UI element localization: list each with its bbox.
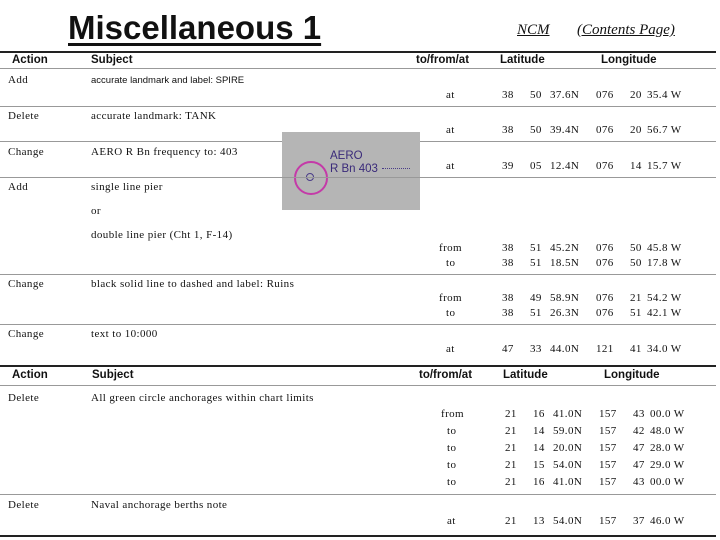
lon-sec: 35.4 W [647, 89, 682, 101]
position-dir: to [447, 476, 457, 488]
position-dir: to [447, 425, 457, 437]
column-header-action: Action [12, 54, 48, 66]
lon-sec: 48.0 W [650, 425, 685, 437]
aero-label-line2: R Bn 403 [330, 163, 378, 175]
column-header-latitude-2: Latitude [503, 369, 548, 381]
row-divider [0, 494, 716, 495]
lat-sec: 18.5N [550, 257, 580, 269]
header-rule-top-2 [0, 365, 716, 367]
lon-deg: 121 [596, 343, 614, 355]
row-subject: accurate landmark: TANK [91, 110, 217, 122]
ncm-link[interactable]: NCM [517, 22, 550, 38]
lat-deg: 39 [502, 160, 514, 172]
row-action: Delete [8, 499, 40, 511]
lat-min: 05 [530, 160, 542, 172]
lat-min: 14 [533, 442, 545, 454]
lat-min: 15 [533, 459, 545, 471]
header-rule-bottom-2 [0, 385, 716, 386]
header-rule-bottom [0, 68, 716, 69]
aero-label-line1: AERO [330, 150, 363, 162]
lat-sec: 54.0N [553, 459, 583, 471]
lat-deg: 38 [502, 89, 514, 101]
lat-sec: 58.9N [550, 292, 580, 304]
column-header-latitude: Latitude [500, 54, 545, 66]
row-action: Add [8, 74, 29, 86]
row-action: Change [8, 328, 45, 340]
row-action: Add [8, 181, 29, 193]
aero-label [330, 150, 378, 176]
lon-deg: 076 [596, 292, 614, 304]
lat-min: 49 [530, 292, 542, 304]
row-subject-alt: double line pier (Cht 1, F-14) [91, 229, 233, 241]
lon-min: 43 [633, 476, 645, 488]
row-action: Delete [8, 392, 40, 404]
lon-sec: 42.1 W [647, 307, 682, 319]
lon-min: 37 [633, 515, 645, 527]
lat-sec: 54.0N [553, 515, 583, 527]
lon-min: 43 [633, 408, 645, 420]
lon-sec: 28.0 W [650, 442, 685, 454]
lon-min: 47 [633, 442, 645, 454]
lat-deg: 38 [502, 292, 514, 304]
lon-deg: 076 [596, 257, 614, 269]
lon-deg: 076 [596, 124, 614, 136]
lon-min: 20 [630, 124, 642, 136]
lat-sec: 44.0N [550, 343, 580, 355]
row-divider [0, 177, 716, 178]
position-dir: to [446, 257, 456, 269]
lat-min: 16 [533, 408, 545, 420]
lon-deg: 157 [599, 442, 617, 454]
lat-sec: 20.0N [553, 442, 583, 454]
lat-min: 51 [530, 242, 542, 254]
lon-min: 51 [630, 307, 642, 319]
lat-sec: 12.4N [550, 160, 580, 172]
lon-deg: 157 [599, 425, 617, 437]
lon-min: 21 [630, 292, 642, 304]
lon-deg: 076 [596, 307, 614, 319]
position-dir: at [446, 89, 455, 101]
header-rule-top [0, 51, 716, 53]
lon-sec: 00.0 W [650, 408, 685, 420]
lat-deg: 38 [502, 242, 514, 254]
column-header-tofromat: to/from/at [416, 54, 470, 66]
lon-min: 41 [630, 343, 642, 355]
position-dir: from [439, 292, 462, 304]
position-dir: from [441, 408, 464, 420]
lat-deg: 21 [505, 515, 517, 527]
lon-min: 47 [633, 459, 645, 471]
lon-sec: 46.0 W [650, 515, 685, 527]
aero-beacon-chart-inset [282, 132, 420, 210]
lon-deg: 157 [599, 476, 617, 488]
lon-min: 20 [630, 89, 642, 101]
lon-deg: 157 [599, 515, 617, 527]
lat-min: 14 [533, 425, 545, 437]
lon-min: 50 [630, 257, 642, 269]
row-action: Change [8, 146, 45, 158]
lon-deg: 157 [599, 459, 617, 471]
morse-code-icon [382, 168, 410, 169]
lat-min: 50 [530, 124, 542, 136]
position-dir: from [439, 242, 462, 254]
column-header-subject: Subject [91, 54, 133, 66]
lat-deg: 21 [505, 425, 517, 437]
lat-deg: 21 [505, 442, 517, 454]
lat-deg: 21 [505, 476, 517, 488]
row-divider [0, 106, 716, 107]
lon-sec: 17.8 W [647, 257, 682, 269]
column-header-longitude-2: Longitude [604, 369, 660, 381]
footer-rule [0, 535, 716, 537]
lat-deg: 21 [505, 408, 517, 420]
lon-sec: 54.2 W [647, 292, 682, 304]
lon-sec: 45.8 W [647, 242, 682, 254]
row-action: Change [8, 278, 45, 290]
lon-min: 42 [633, 425, 645, 437]
lat-deg: 47 [502, 343, 514, 355]
position-dir: at [447, 515, 456, 527]
lat-sec: 41.0N [553, 476, 583, 488]
lat-min: 50 [530, 89, 542, 101]
lon-sec: 34.0 W [647, 343, 682, 355]
lon-deg: 076 [596, 160, 614, 172]
column-header-subject-2: Subject [92, 369, 134, 381]
position-dir: at [446, 160, 455, 172]
lon-sec: 15.7 W [647, 160, 682, 172]
row-subject: single line pier [91, 181, 163, 193]
column-header-longitude: Longitude [601, 54, 657, 66]
row-subject: text to 10:000 [91, 328, 158, 340]
lat-min: 51 [530, 257, 542, 269]
lat-sec: 41.0N [553, 408, 583, 420]
row-divider [0, 274, 716, 275]
lat-deg: 38 [502, 257, 514, 269]
row-subject: accurate landmark and label: SPIRE [91, 75, 245, 86]
lat-min: 16 [533, 476, 545, 488]
lat-sec: 26.3N [550, 307, 580, 319]
row-subject: Naval anchorage berths note [91, 499, 228, 511]
row-divider [0, 324, 716, 325]
row-action: Delete [8, 110, 40, 122]
column-header-tofromat-2: to/from/at [419, 369, 473, 381]
lon-sec: 29.0 W [650, 459, 685, 471]
column-header-action-2: Action [12, 369, 48, 381]
row-subject-or: or [91, 205, 101, 217]
lon-min: 50 [630, 242, 642, 254]
lat-deg: 38 [502, 307, 514, 319]
lon-deg: 157 [599, 408, 617, 420]
lon-min: 14 [630, 160, 642, 172]
lat-sec: 39.4N [550, 124, 580, 136]
row-subject: All green circle anchorages within chart limits [91, 392, 314, 404]
lat-min: 13 [533, 515, 545, 527]
lat-min: 51 [530, 307, 542, 319]
position-dir: at [446, 124, 455, 136]
lat-min: 33 [530, 343, 542, 355]
lon-deg: 076 [596, 242, 614, 254]
position-dir: to [446, 307, 456, 319]
lat-sec: 37.6N [550, 89, 580, 101]
lat-sec: 59.0N [553, 425, 583, 437]
position-dir: to [447, 459, 457, 471]
lat-deg: 38 [502, 124, 514, 136]
position-dir: to [447, 442, 457, 454]
lat-sec: 45.2N [550, 242, 580, 254]
lon-deg: 076 [596, 89, 614, 101]
lat-deg: 21 [505, 459, 517, 471]
position-dir: at [446, 343, 455, 355]
page-title: Miscellaneous 1 [68, 9, 322, 46]
row-subject: AERO R Bn frequency to: 403 [91, 146, 238, 158]
lon-sec: 56.7 W [647, 124, 682, 136]
row-subject: black solid line to dashed and label: Ruins [91, 278, 295, 290]
contents-page-link[interactable]: (Contents Page) [577, 22, 675, 38]
lon-sec: 00.0 W [650, 476, 685, 488]
